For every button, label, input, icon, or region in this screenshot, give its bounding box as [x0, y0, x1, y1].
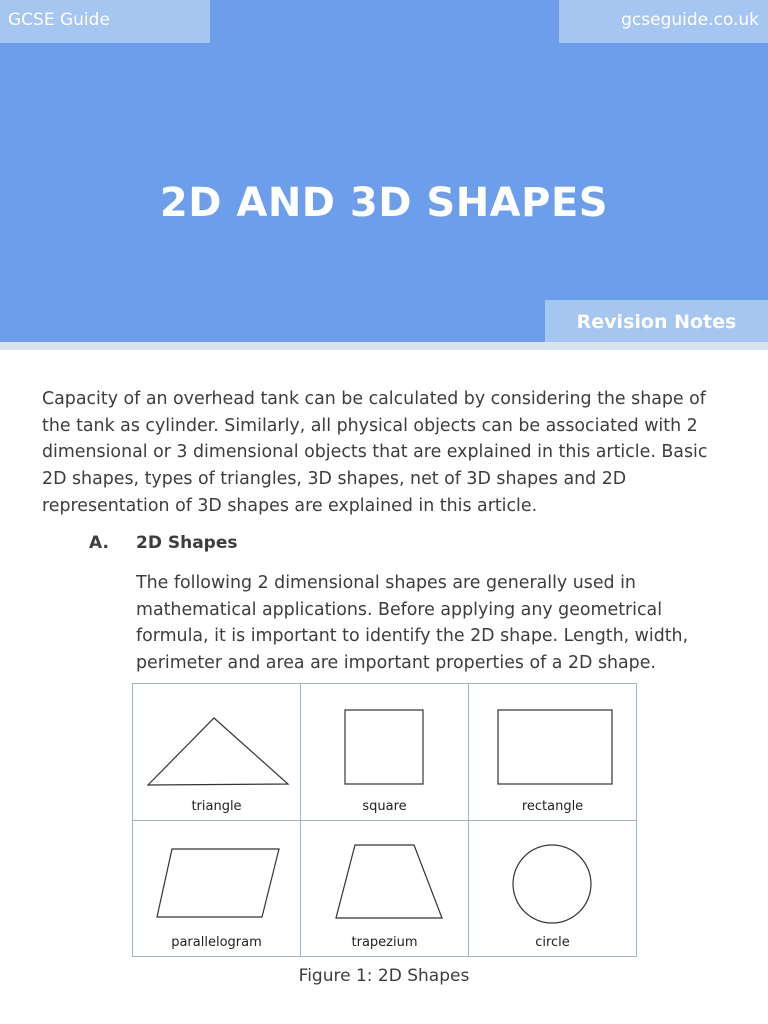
figure-cell-triangle	[133, 684, 301, 821]
site-tag[interactable]: gcseguide.co.uk	[559, 0, 768, 43]
brand-tag: GCSE Guide	[0, 0, 210, 43]
figure-label: parallelogram	[171, 935, 262, 950]
section-body: The following 2 dimensional shapes are generally used in mathematical applications. Before applying any geometrical formula, it is important to identify the 2D shape. Length, width, perimeter and area are important properties of a 2D shape.	[136, 573, 689, 674]
section-title: 2D Shapes	[136, 533, 238, 553]
figure-label: trapezium	[351, 935, 418, 950]
figure-cell-square	[301, 684, 469, 821]
figure-label: square	[362, 799, 407, 814]
figure-label: rectangle	[521, 799, 584, 814]
figure-cell-trapezium	[301, 821, 469, 956]
figure-caption: Figure 1: 2D Shapes	[298, 966, 470, 986]
figure-label: circle	[535, 935, 570, 950]
page-title: 2D AND 3D SHAPES	[159, 180, 609, 226]
figure-cell-parallelogram	[133, 821, 301, 956]
section-letter: A.	[89, 533, 109, 553]
figure-cell-circle	[469, 821, 636, 956]
figure-label: triangle	[191, 799, 242, 814]
revision-notes-tag: Revision Notes	[545, 300, 768, 348]
figure-cell-rectangle	[469, 684, 636, 821]
shapes-figure	[132, 683, 637, 957]
header-divider	[0, 342, 768, 350]
header-banner	[0, 0, 768, 342]
intro-paragraph: Capacity of an overhead tank can be calculated by considering the shape of the tank as cylinder. Similarly, all physical objects can be associated with 2 dimensional or 3 dimensional objects that are explained in this article. Basic 2D shapes, types of triangles, 3D shapes, net of 3D shapes and 2D representation of 3D shapes are explained in this article.	[42, 389, 708, 516]
